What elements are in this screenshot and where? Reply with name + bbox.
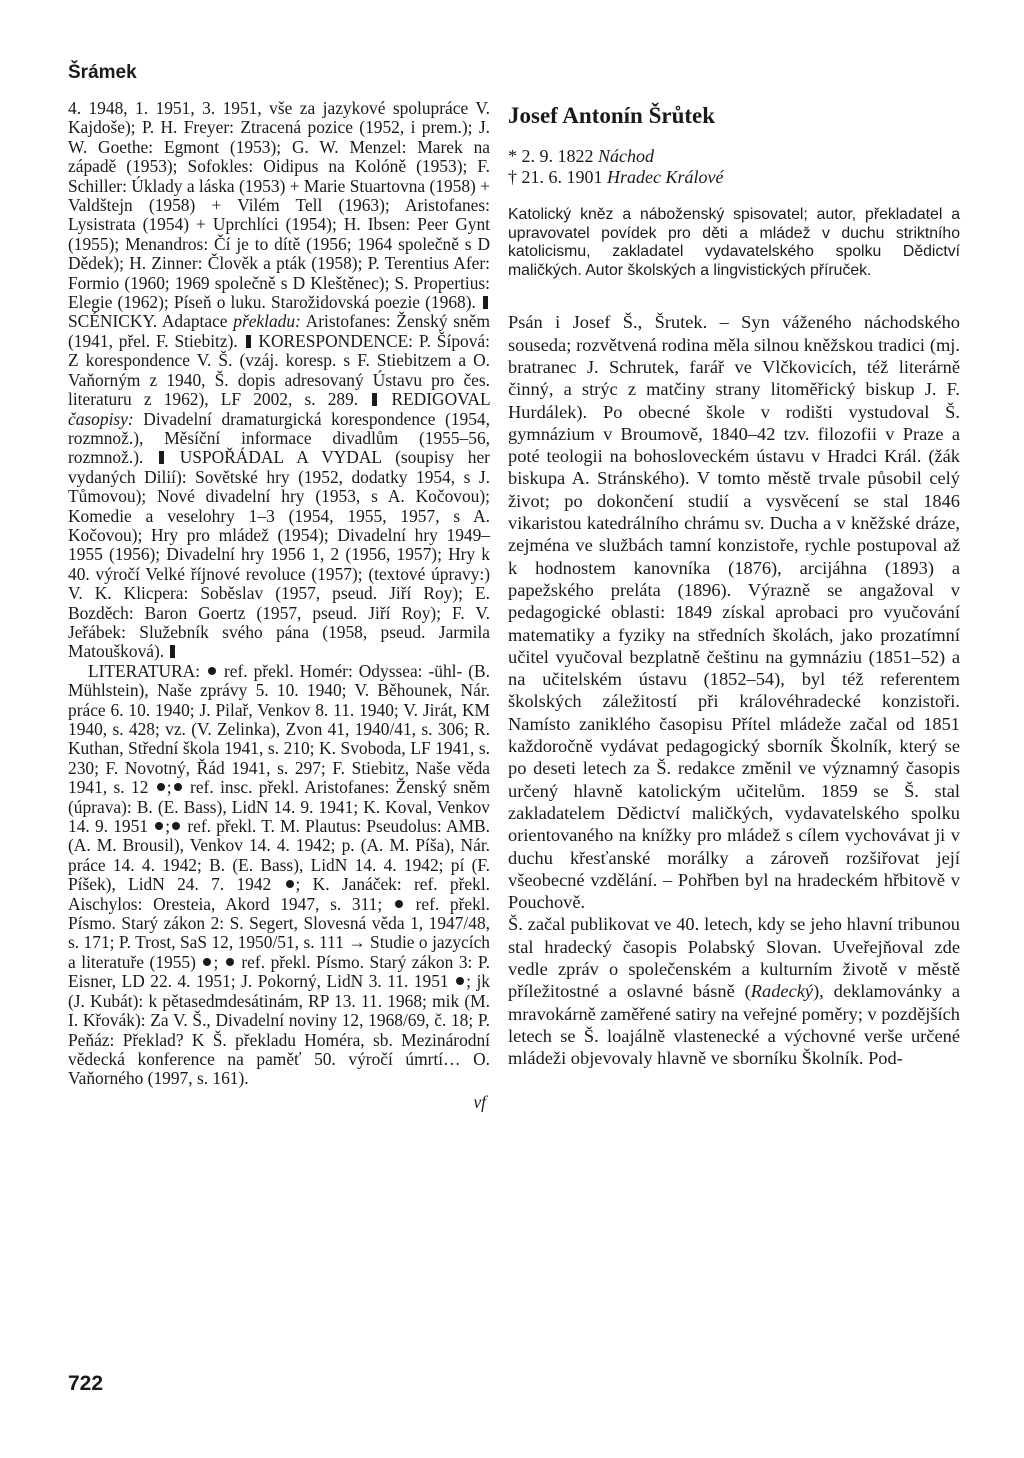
text-translations: 4. 1948, 1. 1951, 3. 1951, vše za jazykové spolupráce V. Kajdoše); P. H. Freyer: Ztracená pozice (1952, i prem.); J. W. Goethe: Egmont (1953); G. W. Menzel: Marek na západě (1953); Sofokles: Oidipus na Kolóně (1953); F. Schiller: Úklady a láska (1953) + Marie Stuartovna (1958) + Valdštejn (1958) + Vilém Tell (1963); Aristofanes: Lysistrata (1954) + Uprchlíci (1954); H. Ibsen: Peer Gynt (1955); Menandros: Čí je to dítě (1956; 1964 společně s D Dědek); H. Zinner: Člověk a pták (1958); P. Terentius Afer: Formio (1960; 1969 společně s D Kleštěnec); S. Propertius: Elegie (1962); Píseň o luku. Starožidovská poezie (1968). (68, 98, 490, 313)
bullet-dot (286, 880, 294, 888)
text-adaptation-detail: Aristofanes: Ženský sněm (1941, přel. F. Stiebitz). (68, 311, 490, 351)
bullet-dot (208, 667, 216, 675)
entry-first-names: Josef Antonín (508, 103, 643, 128)
author-signature: vf (473, 1091, 486, 1112)
section-marker (483, 296, 488, 309)
text-adaptation-italic: překladu: (233, 311, 301, 332)
bullet-dot (456, 977, 464, 985)
biography-paragraph: Psán i Josef Š., Šrutek. – Syn váženého náchodského souseda; rozvětvená rodina měla silnou kněžskou tradici (mj. bratranec J. Schrutek, farář ve Vlčkovicích, též literárně činný, a strýc z matčiny strany litoměřický biskup J. F. Hurdálek). Po obecné škole v rodišti vystudoval Š. gymnázium v Broumově, 1840–42 tzv. filozofii v Praze a poté teologii na bohosloveckém ústavu v Hradci Král. (žák biskupa A. Stránského). V tomto městě trvale působil celý život; po dokončení studií a vysvěcení se stal 1846 vikaristou katedrálního chrámu sv. Ducha a v kněžské dráze, zejména ve službách tamní konzistoře, rychle postupoval až k hodnostem kanovníka (1876), arcijáhna (1893) a papežského preláta (1896). Výrazně se angažoval v pedagogické oblasti: 1849 získal aprobaci pro vyučování matematiky a fyziky na středních školách, jako prozatímní učitel vyučoval bezplatně češtinu na gymnáziu (1851–52) a na učitelském ústavu (1852–54), byl též referentem školských záležitostí při královéhradecké konzistoři. Namísto zaniklého časopisu Přítel mládeže začal od 1851 každoročně vydávat pedagogický sborník Školník, který se po deseti letech za Š. redakce změnil ve významný časopis určený hlavně katolickým učitelům. 1859 se Š. stal zakladatelem Dědictví maličkých, vydavatelského spolku orientovaného na knížky pro mládež s cílem vychovávat ji v duchu křesťanské morálky a zároveň rozšiřovat její všeobecné vzdělání. – Pohřben byl na hradeckém hřbitově v Pouchově. (508, 312, 960, 913)
left-paragraph-works (68, 99, 490, 662)
entry-lead: Katolický kněz a náboženský spisovatel; autor, překladatel a upravovatel povídek pro děti a mládež v duchu striktního katolicismu, zakladatel vydavatelského spolku Dědictví maličkých. Autor školských a lingvistických příruček. (508, 206, 960, 279)
entry-title (508, 102, 960, 130)
lit-aischylos: K. Janáček: ref. překl. Aischylos: Oresteia, Akord 1947, s. 311; (68, 874, 491, 914)
text-edited: (soupisy her vydaných Dilií): Sovětské hry (1952, dodatky 1954, s J. Tůmovou); Nové divadelní hry (1953, s A. Kočovou); Komedie a veselohry 1–3 (1954, 1955, 1957, s A. Kočovou); Hry pro mládež (1954); Divadelní hry 1949–1955 (1956); Divadelní hry 1956 1, 2 (1956, 1957); Hry k 40. výročí Velké říjnové revoluce (1957); (textové úpravy:) V. K. Klicpera: Soběslav (1957, pseud. Jiří Roy); E. Bozděch: Baron Goertz (1957, pseud. Jiří Roy); F. V. Jeřábek: Služebník svého pána (1958, pseud. Jarmila Matoušková). (68, 447, 490, 662)
text-periodicals: Divadelní dramaturgická korespondence (1954, rozmnož.), Měsíční informace divadlům (1955–56, rozmnož.). (68, 408, 490, 468)
label-usporadal: USPOŘÁDAL A VYDAL (179, 447, 382, 468)
label-scenicky: SCÉNICKY. (68, 311, 158, 332)
lit-pismo-3: ref. překl. Písmo. Starý zákon 3: P. Eisner, LD 22. 4. 1951; J. Pokorný, LidN 3. 11. 1951 (68, 951, 491, 992)
work-title-radecky: Radecký (750, 981, 814, 1002)
work-text-end: ), deklamovánky a mravokárně zaměřené satiry na veřejné poměry; v pozdějších letech se Š. loajálně vlastenecké a výchovné verše určené mládeži objevovaly hlavně ve sborníku Školník. Pod- (508, 981, 960, 1069)
birth-line (508, 146, 960, 167)
bullet-dot (395, 900, 403, 908)
work-text-start: Š. začal publikovat ve 40. letech, kdy se jeho hlavní tribunou stal hradecký časopis Polabský Slovan. Uveřejňoval zde vedle zpráv o společenském a kulturním životě v městě příležitostné a oslavné básně ( (508, 914, 960, 1002)
running-head: Šrámek (68, 62, 137, 83)
left-column (68, 99, 490, 1112)
label-korespondence: KORESPONDENCE: (258, 330, 414, 351)
bullet-dot (155, 822, 163, 830)
lit-pismo-2: ref. překl. Písmo. Starý zákon 2: S. Segert, Slovesná věda 1, 1947/48, s. 171; P. Trost, SaS 12, 1950/51, s. 111 → Studie o jazycích a literatuře (1955) (68, 893, 490, 972)
lit-plautus: ref. překl. T. M. Plautus: Pseudolus: AMB. (A. M. Brousil), Venkov 14. 4. 1942; p. (A. M. Píša), Nár. práce 14. 4. 1942; B. (E. Bass), LidN 14. 4. 1942; pí (F. Píšek), LidN 24. 7. 1942 (68, 816, 490, 895)
work-paragraph (508, 913, 960, 1069)
lit-aristofanes: ref. insc. překl. Aristofanes: Ženský sněm (úprava): B. (E. Bass), LidN 14. 9. 1941; K. Koval, Venkov 14. 9. 1951 (68, 777, 490, 837)
text-adaptation: Adaptace (161, 311, 228, 332)
entry-surname: Šrůtek (648, 103, 716, 128)
text-correspondence: P. Šípová: Z korespondence V. Š. (vzáj. koresp. s F. Stiebitzem a O. Vaňorným z 1940, Š. dopis adresovaný Ústavu pro čes. literaturu z 1962), LF 2002, s. 289. (68, 330, 490, 410)
bullet-dot (226, 958, 234, 966)
birth-symbol: * (508, 146, 517, 166)
bullet-dot (172, 822, 180, 830)
label-redigoval: REDIGOVAL (391, 389, 490, 410)
lit-odyssea: ref. překl. Homér: Odyssea: -ühl- (B. Mühlstein), Naše zprávy 5. 10. 1940; V. Běhounek, Nár. práce 6. 10. 1940; J. Pilař, Venkov 8. 11. 1940; V. Jirát, KM 1940, s. 428; vz. (V. Zelinka), Zvon 41, 1940/41, s. 306; R. Kuthan, Střední škola 1941, s. 210; K. Svoboda, LF 1941, s. 230; F. Novotný, Řád 1941, s. 297; F. Stiebitz, Naše věda 1941, s. 12 (68, 660, 490, 798)
death-place: Hradec Králové (607, 167, 724, 187)
label-literatura: LITERATURA: (88, 660, 201, 681)
left-paragraph-literature: LITERATURA: ref. překl. Homér: Odyssea: -ühl- (B. Mühlstein), Naše zprávy 5. 10. 1940; V. Běhounek, Nár. práce 6. 10. 1940; J. Pilař, Venkov 8. 11. 1940; V. Jirát, KM 1940, s. 428; vz. (V. Zelinka), Zvon 41, 1940/41, s. 306; R. Kuthan, Střední škola 1941, s. 210; K. Svoboda, LF 1941, s. 230; F. Novotný, Řád 1941, s. 297; F. Stiebitz, Naše věda 1941, s. 12 ; ref. insc. překl. Aristofanes: Ženský sněm (úprava): B. (E. Bass), LidN 14. 9. 1941; K. Koval, Venkov 14. 9. 1951 ; ref. překl. T. M. Plautus: Pseudolus: AMB. (A. M. Brousil), Venkov 14. 4. 1942; p. (A. M. Píša), Nár. práce 14. 4. 1942; B. (E. Bass), LidN 14. 4. 1942; pí (F. Píšek), LidN 24. 7. 1942 ; K. Janáček: ref. překl. Aischylos: Oresteia, Akord 1947, s. 311; ref. překl. Písmo. Starý zákon 2: S. Segert, Slovesná věda 1, 1947/48, s. 171; P. Trost, SaS 12, 1950/51, s. 111 → Studie o jazycích a literatuře (1955) ; ref. překl. Písmo. Starý zákon 3: P. Eisner, LD 22. 4. 1951; J. Pokorný, LidN 3. 11. 1951 ; jk (J. Kubát): k pětasedmdesátinám, RP 13. 11. 1968; mik (M. I. Křovák): Za V. Š., Divadelní noviny 12, 1968/69, č. 18; P. Peňáz: Překlad? K Š. překladu Homéra, sb. Mezinárodní vědecká konference na paměť 50. výročí úmrtí… O. Vaňorného (1997, s. 161). (68, 660, 491, 1089)
section-marker (372, 393, 377, 406)
section-marker (170, 645, 175, 658)
bullet-dot (157, 783, 165, 791)
text-periodicals-italic: časopisy: (68, 408, 134, 429)
bullet-dot (203, 958, 211, 966)
page-number: 722 (68, 1372, 104, 1395)
birth-place: Náchod (598, 146, 654, 166)
birth-date: 2. 9. 1822 (521, 146, 594, 166)
bullet-dot (174, 783, 182, 791)
right-column (508, 102, 960, 1069)
death-date: 21. 6. 1901 (521, 167, 603, 187)
death-symbol: † (508, 167, 517, 187)
death-line (508, 167, 960, 188)
section-marker (159, 451, 164, 464)
lit-later: ; jk (J. Kubát): k pětasedmdesátinám, RP 13. 11. 1968; mik (M. I. Křovák): Za V. Š., Divadelní noviny 12, 1968/69, č. 18; P. Peňáz: Překlad? K Š. překladu Homéra, sb. Mezinárodní vědecká konference na paměť 50. výročí úmrtí… O. Vaňorného (1997, s. 161). (68, 971, 490, 1089)
section-marker (246, 335, 251, 348)
